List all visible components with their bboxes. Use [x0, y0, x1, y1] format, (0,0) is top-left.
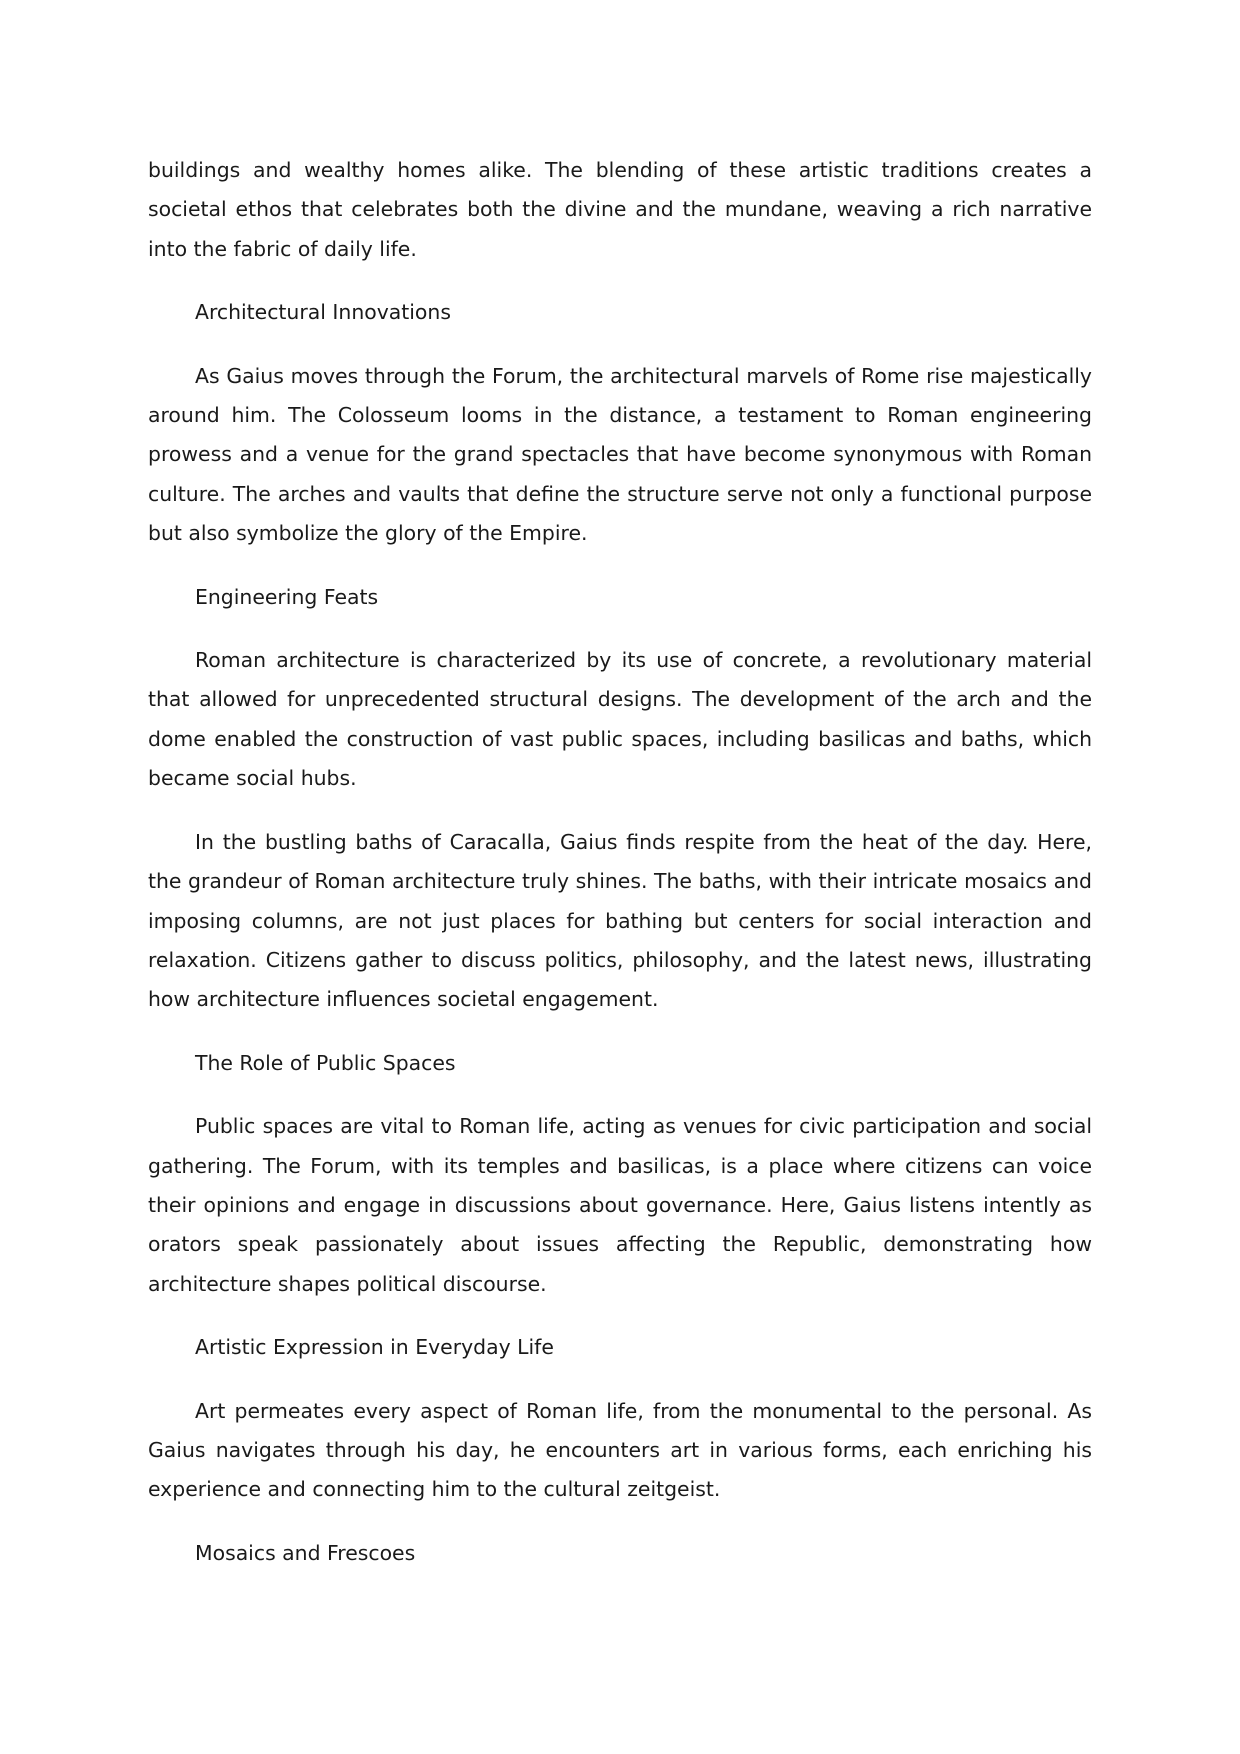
section-heading-engineering-feats: Engineering Feats: [195, 584, 379, 609]
section-heading-public-spaces: The Role of Public Spaces: [195, 1050, 456, 1075]
paragraph-art-permeates: Art permeates every aspect of Roman life, from the monumental to the personal. As Gaius navigates through his day, he encounters art in various forms, each enriching his experience and connecting him to the cultural zeitgeist.: [148, 1398, 1092, 1502]
paragraph-continuation: buildings and wealthy homes alike. The blending of these artistic traditions creates a societal ethos that celebrates both the divine and the mundane, weaving a rich narrative into the fabric of daily life.: [148, 158, 1092, 261]
section-heading-mosaics-frescoes: Mosaics and Frescoes: [195, 1540, 416, 1565]
section-heading-architectural-innovations: Architectural Innovations: [195, 300, 451, 325]
document-body: [148, 151, 1092, 1597]
paragraph-baths-of-caracalla: In the bustling baths of Caracalla, Gaius finds respite from the heat of the day. Here, the grandeur of Roman architecture truly shines. The baths, with their intricate mosaics and imposing columns, are not just places for bathing but centers for social interaction and relaxation. Citizens gather to discuss politics, philosophy, and the latest news, illustrating how architecture influences societal engagement.: [148, 829, 1092, 1012]
paragraph-architectural-marvels: As Gaius moves through the Forum, the architectural marvels of Rome rise majestically around him. The Colosseum looms in the distance, a testament to Roman engineering prowess and a venue for the grand spectacles that have become synonymous with Roman culture. The arches and vaults that define the structure serve not only a functional purpose but also symbolize the glory of the Empire.: [148, 363, 1092, 546]
paragraph-roman-concrete: Roman architecture is characterized by its use of concrete, a revolutionary material that allowed for unprecedented structural designs. The development of the arch and the dome enabled the construction of vast public spaces, including basilicas and baths, which became social hubs.: [148, 648, 1092, 791]
section-heading-artistic-expression: Artistic Expression in Everyday Life: [195, 1335, 554, 1360]
paragraph-public-spaces: Public spaces are vital to Roman life, acting as venues for civic participation and social gathering. The Forum, with its temples and basilicas, is a place where citizens can voice their opinions and engage in discussions about governance. Here, Gaius listens intently as orators speak passionately about issues affecting the Republic, demonstrating how architecture shapes political discourse.: [148, 1114, 1092, 1296]
